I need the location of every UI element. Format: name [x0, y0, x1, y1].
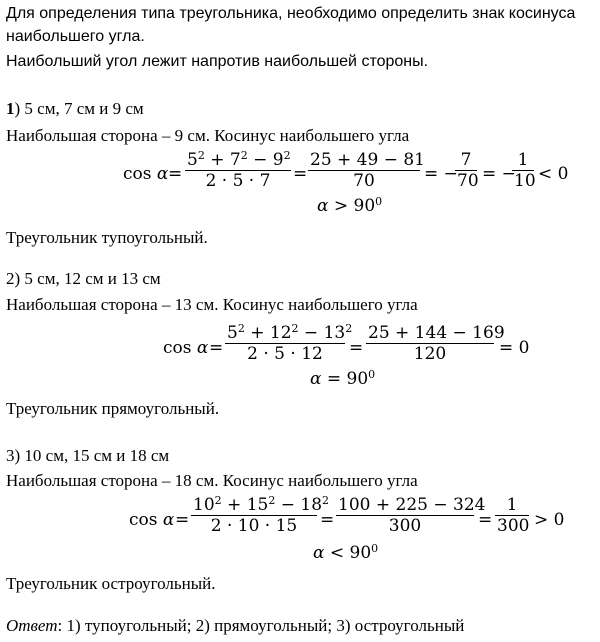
case3-eq-1: =: [175, 510, 190, 530]
case3-largest-side: Наибольшая сторона – 18 см. Косинус наибольшего угла: [6, 471, 418, 490]
case1-fraction-2: 25 + 49 − 81 70: [310, 150, 425, 191]
case3-conclusion: Треугольник остроугольный.: [6, 574, 216, 593]
case2-eq-2: =: [349, 338, 364, 358]
answer-label: Ответ: [6, 616, 58, 635]
case1-eq-minus-1: = −: [424, 164, 458, 184]
case1-largest-side: Наибольшая сторона – 9 см. Косинус наибольшего угла: [6, 126, 410, 145]
intro-line-2: наибольшего угла.: [6, 28, 145, 45]
answer-text: : 1) тупоугольный; 2) прямоугольный; 3) остроугольный: [57, 616, 465, 635]
case1-conclusion: Треугольник тупоугольный.: [6, 228, 208, 247]
case2-heading: 2) 5 см, 12 см и 13 см: [6, 269, 161, 288]
case1-sign: < 0: [538, 164, 569, 184]
answer-line: [6, 616, 464, 636]
case3-fraction-3: 1 300: [497, 495, 530, 536]
case3-sign: > 0: [534, 510, 565, 530]
case1-fraction-4: 1 10: [514, 150, 536, 191]
case1-fraction-1-denominator: 2 · 5 · 7: [205, 171, 271, 191]
case1-eq-1: =: [168, 164, 183, 184]
case1-fraction-1-numerator: $5^2 + 7^2 - 9^2$: [187, 149, 291, 170]
case2-eq-1: =: [209, 338, 224, 358]
case2-conclusion: Треугольник прямоугольный.: [6, 399, 220, 418]
case2-fraction-1: $5^2 + 12^2 - 13^2$ 2 · 5 · 12: [227, 322, 353, 364]
case3-eq-3: =: [478, 510, 493, 530]
case2-result: = 0: [499, 338, 530, 358]
case1-heading: [6, 99, 144, 119]
case1-fraction-1: [185, 150, 291, 191]
intro-line-1: Для определения типа треугольника, необходимо определить знак косинуса: [6, 5, 576, 22]
case2-cos-lhs: cos α: [163, 338, 209, 358]
case1-heading-text: ) 5 см, 7 см и 9 см: [14, 99, 144, 118]
case1-heading-number: 1: [6, 99, 15, 118]
case2-angle: $\alpha = 90^0$: [310, 368, 376, 389]
case3-cos-lhs: cos α: [129, 510, 175, 530]
case3-heading: 3) 10 см, 15 см и 18 см: [6, 446, 170, 465]
case1-eq-2: =: [293, 164, 308, 184]
intro-line-3: Наибольший угол лежит напротив наибольшей стороны.: [6, 53, 429, 70]
case1-cos-lhs: cos α: [123, 164, 169, 184]
case3-eq-2: =: [320, 510, 335, 530]
case3-fraction-2: 100 + 225 − 324 300: [338, 495, 486, 536]
case3-angle: $\alpha < 90^0$: [313, 542, 379, 563]
case2-largest-side: Наибольшая сторона – 13 см. Косинус наибольшего угла: [6, 295, 418, 314]
case1-fraction-3: 7 70: [457, 150, 479, 191]
case3-fraction-1: $10^2 + 15^2 - 18^2$ 2 · 10 · 15: [193, 494, 330, 536]
case1-angle: $\alpha > 90^0$: [317, 195, 383, 216]
case2-fraction-2: 25 + 144 − 169 120: [368, 323, 505, 364]
case1-eq-minus-2: = −: [482, 164, 516, 184]
